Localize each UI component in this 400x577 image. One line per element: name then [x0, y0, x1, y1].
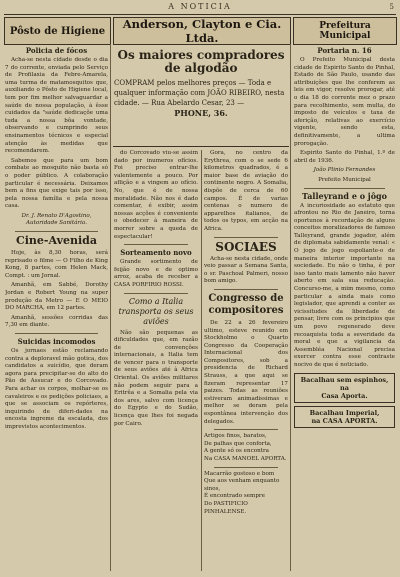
portaria-title: Portaria n. 16: [317, 46, 372, 55]
paragraph: Hoje, às 8,30 horas, será reprisado o filme — O Filho de King Kong, 8 partes, com Helen Mack, Compt. : um Jornal.: [5, 250, 108, 279]
paragraph: O Prefeito Municipal desta cidade de Espirito Santo do Pinhal, Estado de São Paulo, usando das attribuições que lhe conferem as leis em vigor, resolve prorogar, até o dia 18 do corrente mez o prazo para recolhimento, sem multa, do imposto de veículos e taxa de aferição, relativas ao exercício vigente, sendo esta, definitivamente, a ultima prorogação.: [294, 57, 395, 147]
divider: [214, 429, 278, 430]
divider: [124, 244, 188, 245]
ad-anderson-clayton: [114, 46, 288, 146]
paragraph: A incuriosidade ao estatuto que afrontou no Rio de Janeiro, torna oportunos à recordação de alguns conceitos moralizadores de famoso Talleyrand, grande jogador, além de diplomata sabidamente venal: « O jogo de jogo espoliante-o de maneira interior importante na sociedade. Eu não o tinha, é por isso tanto mais lamento não haver aberto em sala sua reducação. Concurso-me, a mim mesmo, como particular a ainda mais como legislador, que aprendi a conter as vicissitudes da liberdade de pensar, livre com os principios que um povo regenerado deve recoaquista toda a severidade da moral e que a vigilancia da Assembléa Nacional precisa exercer contra esse contraste nocivo de que é noticiado.: [294, 202, 395, 368]
paragraph: Amanhã, em Sabbé, Dorothy Jordan e Robert Young na super produção da Metro — E O MEIO DO MARCHA, em 12 partes.: [5, 282, 108, 312]
ad-headline: Os maiores compradores de algodão: [117, 48, 285, 75]
masthead-title: A NOTICIA: [168, 2, 232, 11]
divider: [214, 289, 278, 290]
signature-name: João Plinio Fernandes: [313, 167, 376, 174]
ad-line: É encontrado sempre: [204, 493, 265, 500]
banner-text: Anderson, Clayton e Cia. Ltda.: [122, 17, 282, 45]
ad-line: Casa Aporta.: [321, 391, 368, 400]
ad-body: COMPRAM pelos melhores preços — Toda e qualquer informação com JOÃO RIBEIRO, nesta cidade. — Rua Abelardo Cesar, 23 —: [114, 79, 285, 107]
banner-text: Prefeitura Municipal: [319, 21, 371, 41]
ad-phone: PHONE, 36.: [174, 108, 228, 118]
talleyrand-title: Talleyrand e o jôgo: [302, 190, 387, 201]
ad-line: De palhas que conforta,: [204, 440, 272, 447]
paragraph: De 22 a 26 fevereiro ultimo, esteve reunido em Stockholmo o Quarto Congresso da Cooperação Internacional dos Compositores, sob a presidencia de Richard Strauss, a que aqui se fizeram representar 17 paizes. Todas as reuniões estiveram animadissimas e melhor se deram pela espontânea intervenção dos delegados.: [204, 319, 288, 425]
italia-title: Como a Italia transporta os seus aviões: [118, 296, 194, 326]
sorteio-title: Sorteamento novo: [120, 248, 192, 258]
ad-line: Macarrão gostoso e bom: [204, 470, 275, 477]
divider: [214, 467, 278, 468]
banner-posto-higiene: [4, 17, 111, 45]
top-rule: [4, 14, 396, 15]
column-divider: [290, 44, 291, 571]
paragraph: Gora, no centro da Erythrea, com o se sede 6 kilometros quadrados, é a maior base de aviação do continente negro. A Somalia, dispõe de cerca de 60 campos. É de varias centenas o numero de apparelhos italianos, de todos os typos, em acção na Africa.: [204, 150, 288, 232]
ad-line: A gente só os encontra: [204, 448, 269, 455]
divider: [214, 237, 278, 238]
ad-rule: [113, 146, 289, 147]
ad-bacalhau-imperial: [294, 406, 395, 428]
paragraph: do Corcovado viu-se assim dado por inumeros ofícios. Foi preciso entrar-lhe valentemente a pouco. Por aflição e a vingem ao ofício. No, que é de nossa moralidade. Não nos é dado comentar, é exibir, assim nossas acções é conveniente o obedecer à maneira de morrer sobre a queda de espectacular!: [114, 150, 198, 240]
ad-line: Na CASA MANOEL APORTA.: [204, 456, 287, 462]
banner-anderson-clayton: [113, 17, 291, 45]
column-2a: [114, 150, 198, 570]
banner-prefeitura: [293, 17, 397, 45]
masthead: [0, 0, 400, 14]
ad-line: Bacalhau sem espinhos, na: [300, 375, 389, 392]
page-number: 5: [389, 3, 394, 11]
social-title: SOCIAES: [215, 239, 277, 254]
paragraph: Grande sortimento de feijão novo e de optimo arroz, acaba de receber a CASA PORFIRIO ROSSI.: [114, 259, 198, 288]
congress-title: Congresso de compositores: [208, 292, 284, 316]
paragraph: Amanhã, sessões corridas das 7,30 em diante.: [5, 314, 108, 329]
ad-line: Bacalhau Imperial,: [309, 408, 380, 417]
signature: Dr. J. Renato D'Agostino, Autoridade Sanitária.: [21, 212, 92, 227]
paragraph: Sabemos que para um bom combate ao mosquito não basta só o poder público. A colaboração particular é necessária. Deixamos bem a fins que exige tais por isso, pela nossa família e pela nossa casa.: [5, 157, 108, 210]
paragraph: Acha-se nesta cidade desde o dia 7 do corrente, enviada pelo Serviço de Profilaxia da Febre-Amarela, uma turma de matamosquitos que, auxiliando o Pôsto de Higiene local, tem por fim melhor salvaguardar a saúde de nossa população, à êsse cuidados da "saúde dedicaçõe uma tuda a nossa bôa vontade, observando e cumprindo seus ensinamentos técnicos e especial atenção às medidas que recomendarem.: [5, 57, 108, 155]
ad-line: Que aos venham enquanto sinos,: [204, 478, 280, 492]
ad-bacalhau-espinhos: [294, 373, 395, 403]
suicide-title: Suicidas incomodos: [17, 337, 96, 346]
signature-role: Prefeito Municipal: [318, 176, 371, 183]
paragraph: Espirito Santo do Pinhal, 1.º de abril de 1936.: [294, 150, 395, 164]
column-3: [294, 44, 395, 570]
divider: [15, 333, 98, 334]
divider: [304, 188, 385, 189]
divider: [15, 231, 98, 232]
column-2b: [204, 150, 288, 570]
column-divider: [201, 150, 202, 571]
column-divider: [110, 44, 111, 571]
ad-line: na CASA APORTA.: [311, 416, 378, 425]
ad-verses: [204, 433, 288, 516]
ad-line: Do PASTIFICIO PINHALENSE.: [204, 500, 248, 515]
divider: [124, 293, 188, 294]
column-1: [5, 44, 108, 570]
banner-text: Pôsto de Higiene: [9, 25, 106, 37]
paragraph: Os jornaes estão reclamando contra a deploravel mão gotica, dos candidatos a suicídio, que deram agora para precipitar-se do alto do Pão de Assucar e do Corcovado. Para achar os corpos, molhar-se os cavaleiros e os pedições policiaes, a que se associam os repórteres, inquirindo de diferi-dades na encosta ingreme da escalada, dos imprevistos acontecimentos.: [5, 348, 108, 430]
paragraph: Não são pequenas as dificuldades que, em razão de convenções internacionais, a Italia tem de vencer para o transporte de seus aviões até à Africa Oriental. Os aviões militares não podem seguir para a Eritrêa e a Somalia pela via dos ares, salvo com licença do Egypto e do Sudão, licença que lhes foi negada por Cairo.: [114, 329, 198, 427]
cinema-title: Cine-Avenida: [16, 234, 97, 248]
paragraph: Acha-se nesta cidade, onde veio passar a Semana Santa, o sr. Paschoal Palmeri, nosso bom amigo.: [204, 255, 288, 285]
ad-line: Artigos finos, baratos,: [204, 433, 267, 440]
section-title: Policia de fócos: [25, 46, 88, 55]
